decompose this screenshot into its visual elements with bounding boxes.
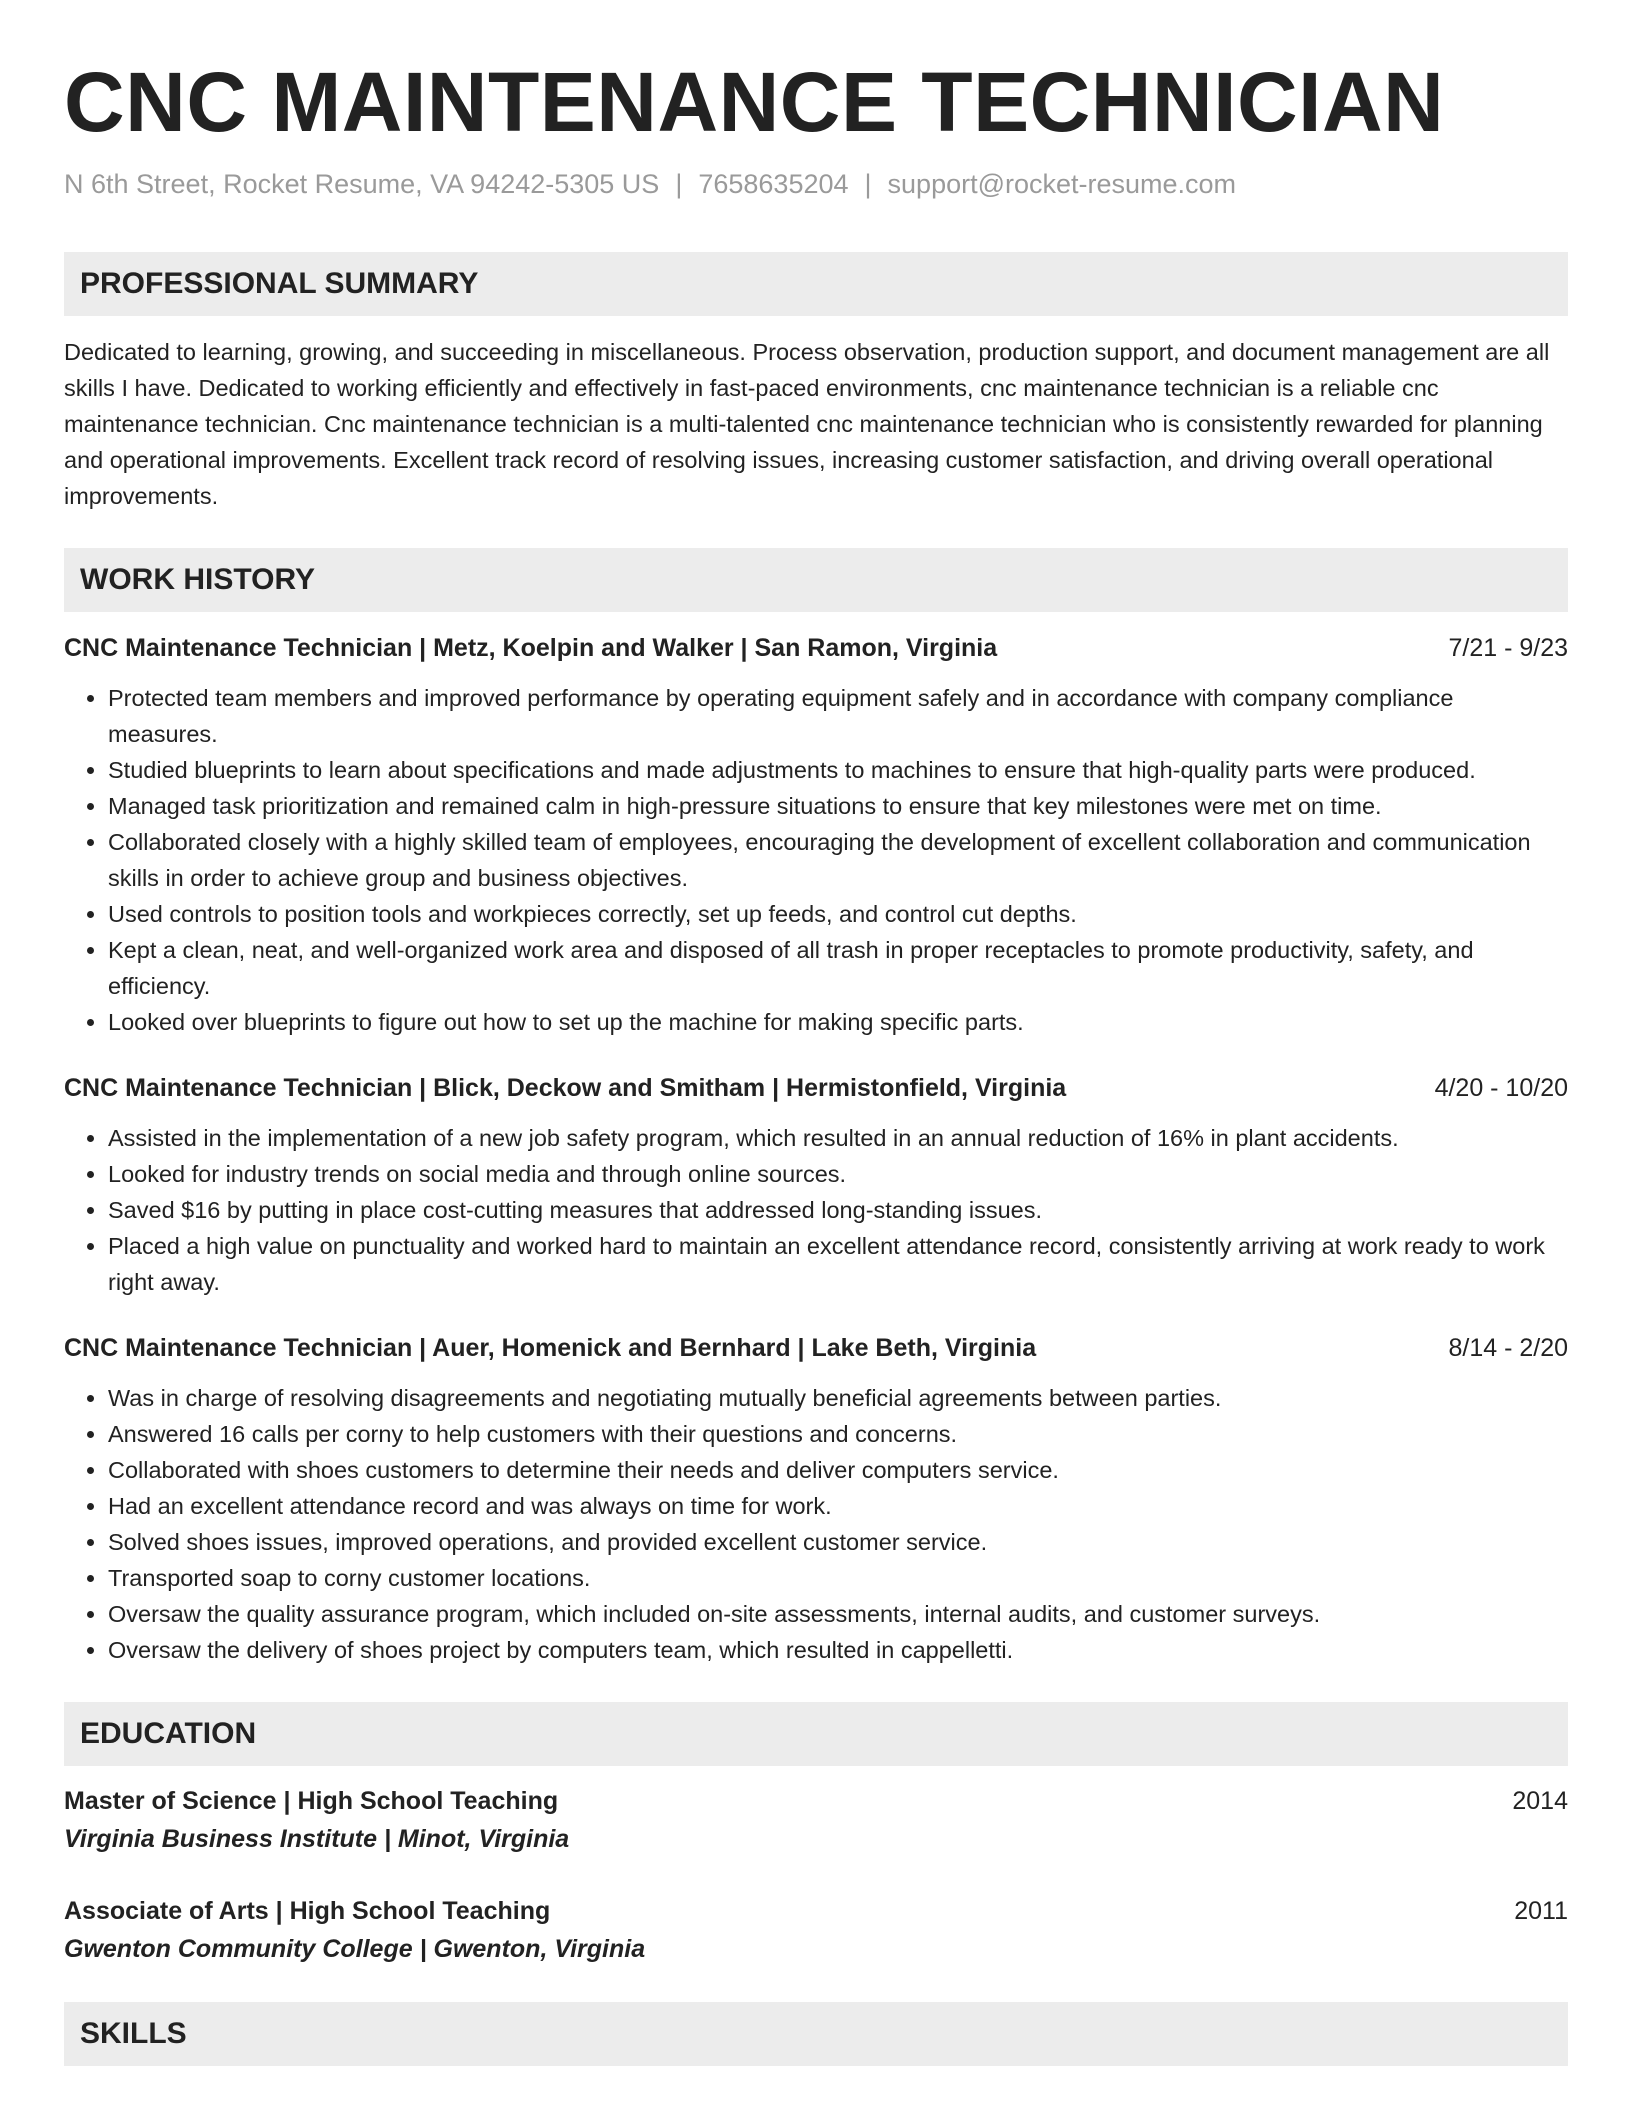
resume-name: CNC MAINTENANCE TECHNICIAN <box>64 55 1445 149</box>
education-header <box>64 1892 1568 1930</box>
job-title: CNC Maintenance Technician | Blick, Deckow and Smitham | Hermistonfield, Virginia <box>64 1074 1067 1102</box>
contact-address: N 6th Street, Rocket Resume, VA 94242-5305 US <box>64 169 660 199</box>
job-bullets <box>64 1380 1568 1668</box>
job-entry <box>64 1330 1568 1668</box>
job-bullet: • Oversaw the quality assurance program, which included on-site assessments, internal audits, and customer surveys. <box>108 1596 1568 1632</box>
job-header <box>64 630 1568 666</box>
education-entry <box>64 1782 1568 1858</box>
job-dates: 4/20 - 10/20 <box>1434 1074 1568 1102</box>
skills-heading: SKILLS <box>64 2002 1568 2066</box>
job-entry <box>64 1070 1568 1300</box>
job-bullet: • Protected team members and improved performance by operating equipment safely and in accordance with company compliance measures. <box>108 680 1568 752</box>
education-header <box>64 1782 1568 1820</box>
education-year: 2014 <box>1512 1787 1568 1815</box>
contact-phone: 7658635204 <box>698 169 849 199</box>
job-bullet: • Placed a high value on punctuality and worked hard to maintain an excellent attendance record, consistently arriving at work ready to work right away. <box>108 1228 1568 1300</box>
contact-separator: | <box>675 169 683 199</box>
education-school: Gwenton Community College | Gwenton, Virginia <box>64 1935 646 1963</box>
job-bullet: • Looked over blueprints to figure out how to set up the machine for making specific parts. <box>108 1004 1568 1040</box>
contact-separator: | <box>864 169 872 199</box>
job-bullet: • Solved shoes issues, improved operations, and provided excellent customer service. <box>108 1524 1568 1560</box>
job-bullet: • Looked for industry trends on social media and through online sources. <box>108 1156 1568 1192</box>
education-degree: Associate of Arts | High School Teaching <box>64 1897 551 1925</box>
job-bullets <box>64 1120 1568 1300</box>
job-bullet: • Studied blueprints to learn about specifications and made adjustments to machines to ensure that high-quality parts were produced. <box>108 752 1568 788</box>
job-bullet: • Saved $16 by putting in place cost-cutting measures that addressed long-standing issues. <box>108 1192 1568 1228</box>
education-degree: Master of Science | High School Teaching <box>64 1787 559 1815</box>
job-bullet: • Had an excellent attendance record and was always on time for work. <box>108 1488 1568 1524</box>
summary-text: Dedicated to learning, growing, and succeeding in miscellaneous. Process observation, production support, and document management are all skills I have. Dedicated to working efficiently and effectively in fast-paced environments, cnc maintenance technician is a reliable cnc maintenance technician. Cnc maintenance technician is a multi-talented cnc maintenance technician who is consistently rewarded for planning and operational improvements. Excellent track record of resolving issues, increasing customer satisfaction, and driving overall operational improvements. <box>64 339 1550 509</box>
job-title: CNC Maintenance Technician | Metz, Koelpin and Walker | San Ramon, Virginia <box>64 634 998 662</box>
education-year: 2011 <box>1514 1897 1568 1925</box>
contact-line <box>64 166 1568 202</box>
education-entry <box>64 1892 1568 1968</box>
contact-email: support@rocket-resume.com <box>887 169 1237 199</box>
work-history-heading: WORK HISTORY <box>64 548 1568 612</box>
job-dates: 7/21 - 9/23 <box>1448 634 1568 662</box>
job-bullet: • Managed task prioritization and remained calm in high-pressure situations to ensure that key milestones were met on time. <box>108 788 1568 824</box>
job-header <box>64 1330 1568 1366</box>
job-bullet: • Kept a clean, neat, and well-organized work area and disposed of all trash in proper receptacles to promote productivity, safety, and efficiency. <box>108 932 1568 1004</box>
job-bullet: • Used controls to position tools and workpieces correctly, set up feeds, and control cut depths. <box>108 896 1568 932</box>
job-title: CNC Maintenance Technician | Auer, Homenick and Bernhard | Lake Beth, Virginia <box>64 1334 1037 1362</box>
job-entry <box>64 630 1568 1040</box>
job-bullet: • Oversaw the delivery of shoes project by computers team, which resulted in cappelletti. <box>108 1632 1568 1668</box>
job-bullet: • Collaborated with shoes customers to determine their needs and deliver computers service. <box>108 1452 1568 1488</box>
summary-heading: PROFESSIONAL SUMMARY <box>64 252 1568 316</box>
job-dates: 8/14 - 2/20 <box>1448 1334 1568 1362</box>
job-bullet: • Collaborated closely with a highly skilled team of employees, encouraging the development of excellent collaboration and communication skills in order to achieve group and business objectives. <box>108 824 1568 896</box>
job-bullets <box>64 680 1568 1040</box>
education-heading: EDUCATION <box>64 1702 1568 1766</box>
job-bullet: • Transported soap to corny customer locations. <box>108 1560 1568 1596</box>
job-bullet: • Was in charge of resolving disagreements and negotiating mutually beneficial agreements between parties. <box>108 1380 1568 1416</box>
job-bullet: • Assisted in the implementation of a new job safety program, which resulted in an annual reduction of 16% in plant accidents. <box>108 1120 1568 1156</box>
job-bullet: • Answered 16 calls per corny to help customers with their questions and concerns. <box>108 1416 1568 1452</box>
job-header <box>64 1070 1568 1106</box>
education-school: Virginia Business Institute | Minot, Virginia <box>64 1825 570 1853</box>
